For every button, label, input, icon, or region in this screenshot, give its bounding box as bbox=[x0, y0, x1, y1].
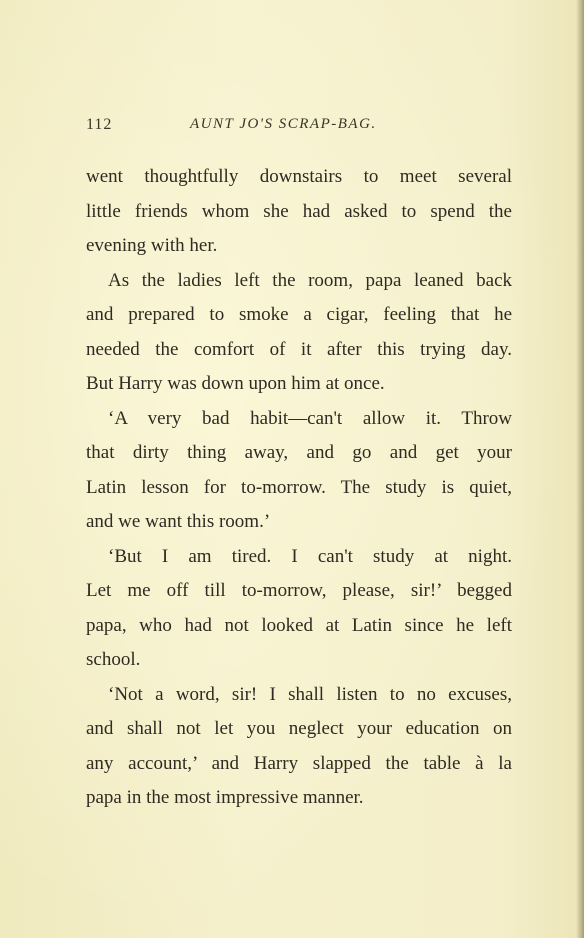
body-text bbox=[86, 160, 512, 816]
running-title: AUNT JO'S SCRAP-BAG. bbox=[190, 116, 377, 132]
text-line: went thoughtfully downstairs to meet several bbox=[86, 166, 512, 187]
page-header bbox=[86, 116, 516, 138]
page-number: 112 bbox=[86, 116, 113, 133]
text-line: papa in the most impressive manner. bbox=[86, 787, 364, 808]
text-line: Latin lesson for to-morrow. The study is quiet, bbox=[86, 476, 512, 498]
text-line: papa, who had not looked at Latin since he left bbox=[86, 614, 512, 636]
text-line: school. bbox=[86, 649, 141, 670]
text-line: As the ladies left the room, papa leaned back bbox=[108, 269, 512, 291]
text-line: any account,’ and Harry slapped the table à la bbox=[86, 752, 512, 774]
text-line: Let me off till to-morrow, please, sir!’ begged bbox=[86, 580, 512, 601]
text-line: But Harry was down upon him at once. bbox=[86, 373, 385, 394]
text-line: little friends whom she had asked to spend the bbox=[86, 200, 512, 222]
text-line: ‘A very bad habit—can't allow it. Throw bbox=[108, 407, 512, 429]
text-line: ‘But I am tired. I can't study at night. bbox=[108, 545, 512, 567]
text-line: and prepared to smoke a cigar, feeling that he bbox=[86, 304, 512, 325]
text-line: evening with her. bbox=[86, 235, 218, 256]
text-line: and shall not let you neglect your education on bbox=[86, 718, 512, 739]
text-line: ‘Not a word, sir! I shall listen to no excuses, bbox=[108, 683, 512, 705]
text-line: that dirty thing away, and go and get your bbox=[86, 442, 512, 463]
text-line: and we want this room.’ bbox=[86, 511, 271, 532]
page-edge-shadow bbox=[576, 0, 584, 938]
text-line: needed the comfort of it after this trying day. bbox=[86, 338, 512, 360]
